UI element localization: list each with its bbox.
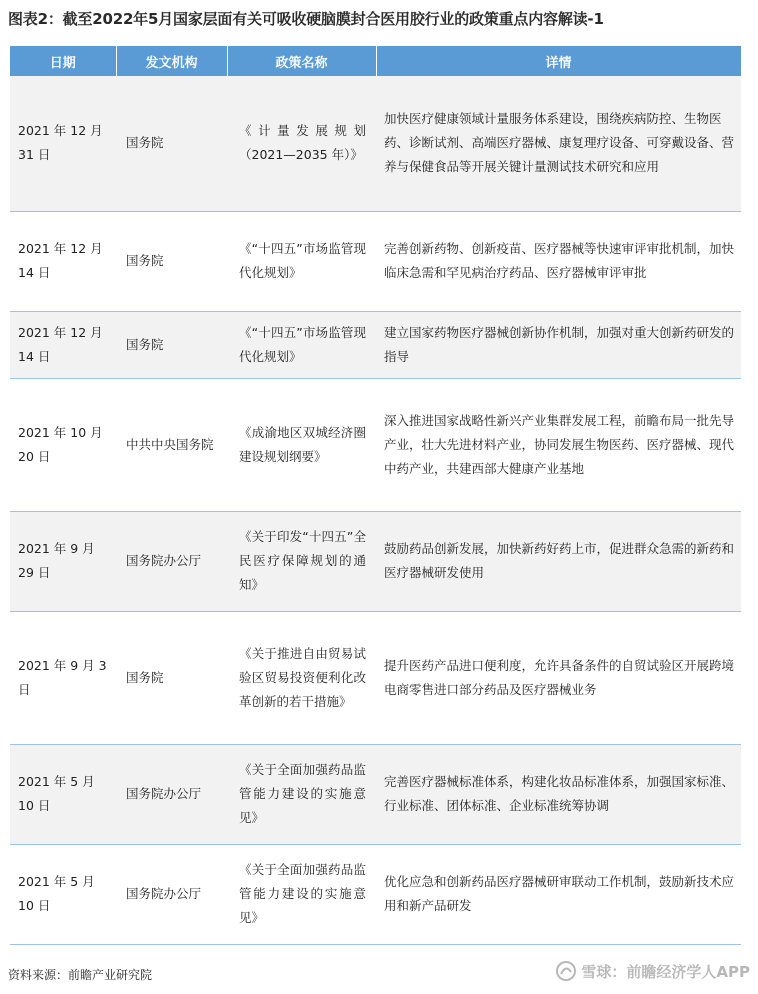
cell-policy-name: 《关于全面加强药品监管能力建设的实施意见》 (227, 744, 376, 844)
cell-policy-name: 《“十四五”市场监管现代化规划》 (227, 211, 376, 311)
cell-org: 国务院办公厅 (116, 844, 227, 944)
table-row (10, 76, 741, 211)
cell-policy-name: 《计量发展规划（2021—2035 年）》 (227, 76, 376, 211)
cell-policy-name: 《成渝地区双城经济圈建设规划纲要》 (227, 378, 376, 511)
cell-date: 2021 年 5 月 10 日 (10, 744, 116, 844)
header-date: 日期 (10, 46, 116, 76)
table-row (10, 844, 741, 944)
cell-org: 国务院 (116, 611, 227, 744)
cell-date: 2021 年 12 月 14 日 (10, 211, 116, 311)
cell-detail: 完善医疗器械标准体系，构建化妆品标准体系，加强国家标准、行业标准、团体标准、企业标准统筹协调 (376, 744, 741, 844)
cell-detail: 提升医药产品进口便利度，允许具备条件的自贸试验区开展跨境电商零售进口部分药品及医疗器械业务 (376, 611, 741, 744)
cell-date: 2021 年 9 月 3 日 (10, 611, 116, 744)
chart-title: 图表2：截至2022年5月国家层面有关可吸收硬脑膜封合医用胶行业的政策重点内容解读-1 (8, 10, 604, 28)
header-name: 政策名称 (227, 46, 376, 76)
header-org: 发文机构 (116, 46, 227, 76)
cell-policy-name: 《关于全面加强药品监管能力建设的实施意见》 (227, 844, 376, 944)
cell-org: 国务院办公厅 (116, 744, 227, 844)
cell-date: 2021 年 9 月 29 日 (10, 511, 116, 611)
cell-date: 2021 年 12 月 14 日 (10, 311, 116, 378)
cell-policy-name: 《关于推进自由贸易试验区贸易投资便利化改革创新的若干措施》 (227, 611, 376, 744)
source-note: 资料来源：前瞻产业研究院 (8, 968, 153, 982)
cell-detail: 加快医疗健康领域计量服务体系建设，围绕疾病防控、生物医药、诊断试剂、高端医疗器械、康复理疗设备、可穿戴设备、营养与保健食品等开展关键计量测试技术研究和应用 (376, 76, 741, 211)
cell-detail: 完善创新药物、创新疫苗、医疗器械等快速审评审批机制，加快临床急需和罕见病治疗药品、医疗器械审评审批 (376, 211, 741, 311)
watermark (555, 960, 750, 982)
cell-org: 国务院 (116, 76, 227, 211)
cell-org: 中共中央国务院 (116, 378, 227, 511)
table-row (10, 311, 741, 378)
cell-detail: 建立国家药物医疗器械创新协作机制，加强对重大创新药研发的指导 (376, 311, 741, 378)
cell-policy-name: 《“十四五”市场监管现代化规划》 (227, 311, 376, 378)
cell-date: 2021 年 10 月 20 日 (10, 378, 116, 511)
snowball-logo-icon (555, 960, 577, 982)
cell-date: 2021 年 12 月 31 日 (10, 76, 116, 211)
cell-detail: 鼓励药品创新发展，加快新药好药上市，促进群众急需的新药和医疗器械研发使用 (376, 511, 741, 611)
cell-detail: 优化应急和创新药品医疗器械研审联动工作机制，鼓励新技术应用和新产品研发 (376, 844, 741, 944)
table-row (10, 744, 741, 844)
header-detail: 详情 (376, 46, 741, 76)
cell-org: 国务院 (116, 211, 227, 311)
table-row (10, 378, 741, 511)
table-header-row (10, 46, 741, 76)
cell-date: 2021 年 5 月 10 日 (10, 844, 116, 944)
cell-org: 国务院办公厅 (116, 511, 227, 611)
table-row (10, 511, 741, 611)
watermark-brand: 雪球：前瞻经济学人APP (581, 962, 750, 981)
table-row (10, 611, 741, 744)
table-row (10, 211, 741, 311)
cell-org: 国务院 (116, 311, 227, 378)
cell-detail: 深入推进国家战略性新兴产业集群发展工程，前瞻布局一批先导产业，壮大先进材料产业，协同发展生物医药、医疗器械、现代中药产业，共建西部大健康产业基地 (376, 378, 741, 511)
cell-policy-name: 《关于印发“十四五”全民医疗保障规划的通知》 (227, 511, 376, 611)
policy-table (10, 46, 742, 945)
